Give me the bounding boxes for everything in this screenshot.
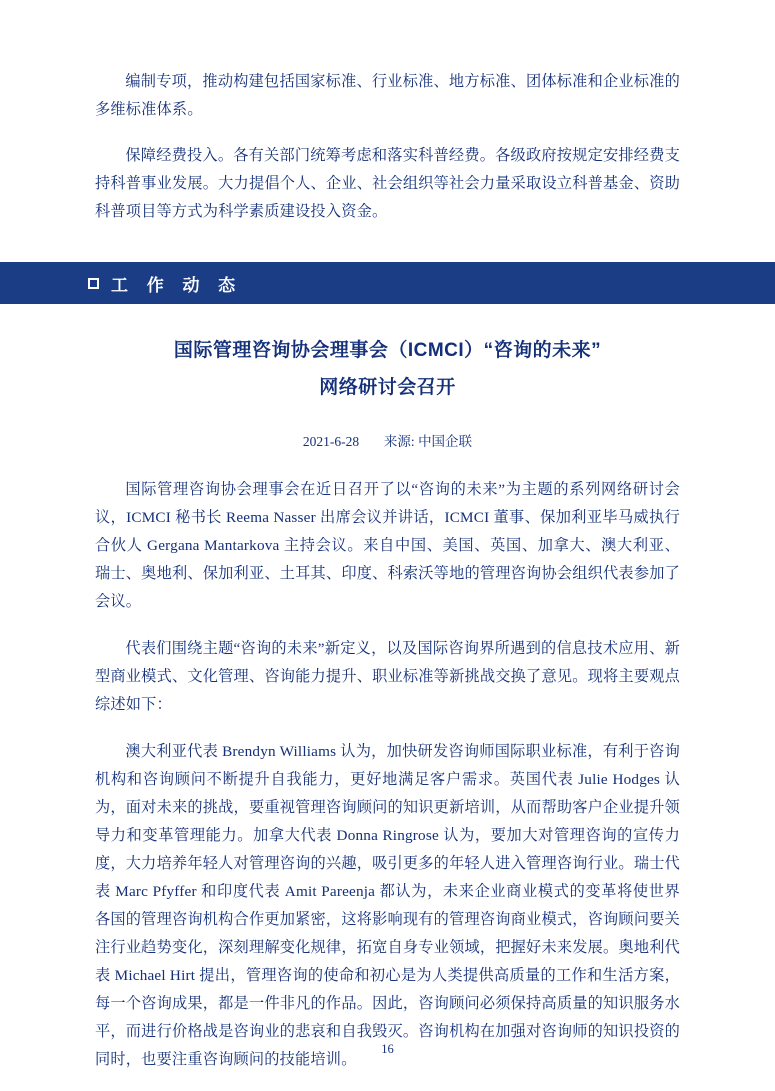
article-source-value: 中国企联 — [418, 434, 473, 449]
article-source-label: 来源: — [383, 434, 415, 449]
paragraph: 代表们围绕主题“咨询的未来”新定义，以及国际咨询界所遇到的信息技术应用、新型商业模式、文化管理、咨询能力提升、职业标准等新挑战交换了意见。现将主要观点综述如下： — [95, 640, 680, 713]
section-banner-inner — [0, 271, 242, 296]
section-banner-label: 工 作 动 态 — [111, 275, 243, 295]
article-meta — [95, 430, 680, 450]
paragraph: 编制专项，推动构建包括国家标准、行业标准、地方标准、团体标准和企业标准的多维标准体系。 — [95, 73, 680, 118]
paragraph: 澳大利亚代表 Brendyn Williams 认为，加快研发咨询师国际职业标准，有利于咨询机构和咨询顾问不断提升自我能力，更好地满足客户需求。英国代表 Julie Hodges 认为，面对未来的挑战，要重视管理咨询顾问的知识更新培训，从而帮助客户企业提升领导力和变革管理能力。加拿大代表 Donna Ringrose 认为，要加大对管理咨询的宣传力度，大力培养年轻人对管理咨询的兴趣，吸引更多的年轻人进入管理咨询行业。瑞士代表 Marc Pfyffer 和印度代表 Amit Pareenja 都认为，未来企业商业模式的变革将使世界各国的管理咨询机构合作更加紧密，这将影响现有的管理咨询商业模式，咨询顾问要关注行业趋势变化，深刻理解变化规律，拓宽自身专业领域，把握好未来发展。奥地利代表 Michael Hirt 提出，管理咨询的使命和初心是为人类提供高质量的工作和生活方案，每一个咨询成果，都是一件非凡的作品。因此，咨询顾问必须保持高质量的知识服务水平，而进行价格战是咨询业的悲哀和自我毁灭。咨询机构在加强对咨询师的知识投资的同时，也要注重咨询顾问的技能培训。 — [95, 743, 680, 1068]
article-title-line-2: 网络研讨会召开 — [319, 377, 456, 398]
top-text-block — [95, 0, 680, 226]
article-body — [95, 476, 680, 1074]
page-number: 16 — [381, 1042, 394, 1056]
article-title-line-1: 国际管理咨询协会理事会（ICMCI）“咨询的未来” — [173, 340, 602, 361]
square-marker-icon — [88, 278, 99, 289]
article — [95, 244, 680, 1074]
article-date: 2021-6-28 — [302, 434, 360, 449]
paragraph: 保障经费投入。各有关部门统筹考虑和落实科普经费。各级政府按规定安排经费支持科普事业发展。大力提倡个人、企业、社会组织等社会力量采取设立科普基金、资助科普项目等方式为科学素质建设投入资金。 — [95, 147, 680, 220]
paragraph: 国际管理咨询协会理事会在近日召开了以“咨询的未来”为主题的系列网络研讨会议，ICMCI 秘书长 Reema Nasser 出席会议并讲话，ICMCI 董事、保加利亚毕马威执行合伙人 Gergana Mantarkova 主持会议。来自中国、美国、英国、加拿大、澳大利亚、瑞士、奥地利、保加利亚、土耳其、印度、科索沃等地的管理咨询协会组织代表参加了会议。 — [95, 481, 680, 610]
section-banner — [0, 262, 775, 304]
